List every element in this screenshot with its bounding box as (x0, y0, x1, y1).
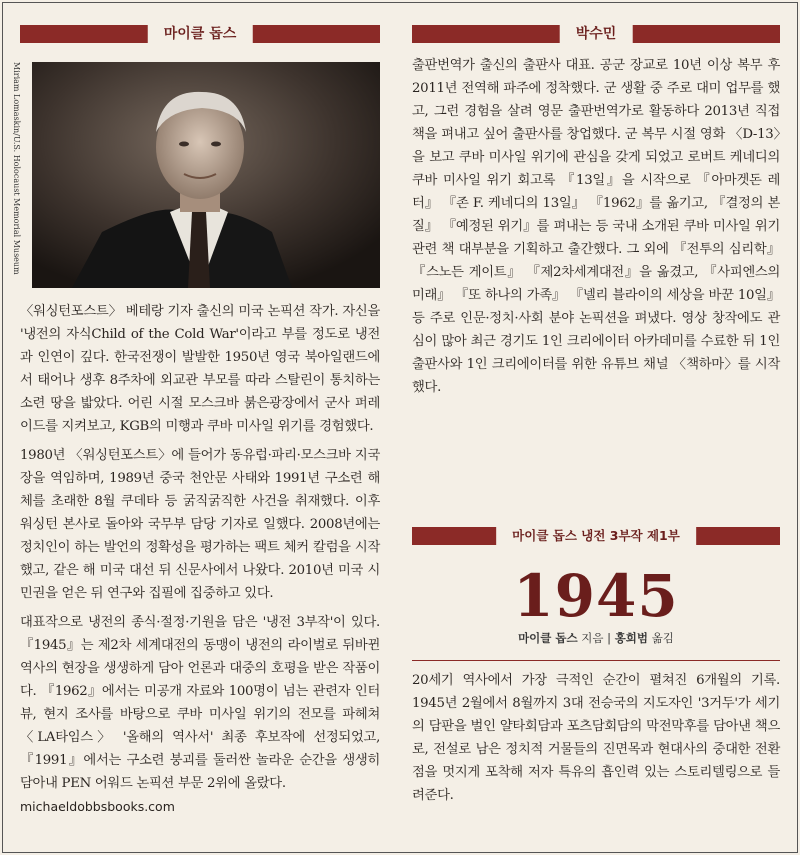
bio-paragraph-3: 대표작으로 냉전의 종식·절정·기원을 담은 '냉전 3부작'이 있다. 『1945』는 제2차 세계대전의 동맹이 냉전의 라이벌로 뒤바뀐 역사의 현장을 생생하게 담아 언론과 대중의 호평을 받은 작품이다. 『1962』에서는 미공개 자료와 100명이 넘는 관련자 인터뷰, 현지 조사를 바탕으로 쿠바 미사일 위기의 전모를 파헤쳐 〈LA타임스〉 '올해의 역사서' 최종 후보작에 선정되었고, 『1991』에서는 구소련 붕괴를 둘러싼 놀라운 순간을 생생히 담아내 PEN 어워드 논픽션 부문 2위에 올랐다. (20, 615, 380, 791)
byline-author: 마이클 돕스 (518, 631, 578, 645)
author-photo-block (12, 62, 380, 288)
author-column (12, 0, 380, 814)
byline-translator: 홍희범 (614, 631, 649, 645)
byline (412, 630, 780, 646)
series-header (412, 522, 780, 550)
author-website-link[interactable]: michaeldobbsbooks.com (20, 799, 175, 814)
translator-name: 박수민 (560, 20, 633, 48)
bio-paragraph-2: 1980년 〈워싱턴포스트〉에 들어가 동유럽·파리·모스크바 지국장을 역임하며, 1989년 중국 천안문 사태와 1991년 구소련 해체를 초래한 8월 쿠데타 등 굵직굵직한 사건을 취재했다. 이후 워싱턴 본사로 돌아와 국무부 담당 기자로 일했다. 2008년에는 정치인이 하는 발언의 정확성을 평가하는 팩트 체커 칼럼을 시작했고, 같은 해 미국 대선 뒤 신문사에서 나왔다. 2010년 미국 시민권을 얻은 뒤 연구와 집필에 집중하고 있다. (20, 448, 380, 601)
divider (412, 660, 780, 661)
translator-bio: 출판번역가 출신의 출판사 대표. 공군 장교로 10년 이상 복무 후 2011년 전역해 파주에 정착했다. 군 생활 중 주로 대미 업무를 했고, 그런 경험을 살려 영문 출판번역가로 활동하다 2013년 직접 책을 펴내고 싶어 출판사를 창업했다. 군 복무 시절 영화 〈D-13〉을 보고 쿠바 미사일 위기에 관심을 갖게 되었고 로버트 케네디의 쿠바 미사일 위기 회고록 『13일』을 시작으로 『아마겟돈 레터』 『존 F. 케네디의 13일』 『1962』를 옮기고, 『결정의 본질』 『예정된 위기』를 펴내는 등 국내 소개된 쿠바 미사일 위기 관련 책 대부분을 기획하고 출간했다. 그 외에 『전투의 심리학』 『스노든 게이트』 『제2차세계대전』을 옮겼고, 『사피엔스의 미래』 『또 하나의 가족』 『넬리 블라이의 세상을 바꾼 10일』 등 주로 인문·정치·사회 분야 논픽션을 펴냈다. 영상 창작에도 관심이 많아 최근 경기도 1인 크리에이터 아카데미를 수료한 뒤 1인 출판사와 1인 크리에이터를 위한 유튜브 채널 〈책하마〉를 시작했다. (412, 58, 780, 395)
translator-header (412, 20, 780, 48)
book-blurb: 20세기 역사에서 가장 극적인 순간이 펼쳐진 6개월의 기록. 1945년 2월에서 8월까지 3대 전승국의 지도자인 '3거두'가 세기의 담판을 벌인 얄타회담과 포츠담회담의 막전막후를 담아낸 책으로, 전설로 남은 정치적 거물들의 진면목과 현대사의 중대한 전환점을 멋지게 포착해 저자 특유의 흡인력 있는 스토리텔링으로 들려준다. (412, 673, 780, 803)
series-label: 마이클 돕스 냉전 3부작 제1부 (496, 522, 696, 550)
byline-separator: | (607, 631, 612, 645)
book-title: 1945 (513, 562, 679, 630)
byline-author-role: 지음 (581, 631, 604, 645)
portrait-illustration (32, 62, 380, 288)
byline-translator-role: 옮김 (651, 631, 674, 645)
author-name: 마이클 돕스 (148, 20, 253, 48)
book-block (412, 522, 780, 807)
bio-paragraph-1: 〈워싱턴포스트〉 베테랑 기자 출신의 미국 논픽션 작가. 자신을 '냉전의 자식Child of the Cold War'이라고 부를 정도로 냉전과 인연이 깊다. 한국전쟁이 발발한 1950년 영국 북아일랜드에서 태어나 생후 8주차에 외교관 부모를 따라 스탈린이 통치하는 소련 땅을 밟았다. 어린 시절 모스크바 붉은광장에서 군사 퍼레이드를 지켜보고, KGB의 미행과 쿠바 미사일 위기를 경험했다. (20, 304, 380, 434)
author-header (20, 20, 380, 48)
author-photo (32, 62, 380, 288)
author-bio (20, 300, 380, 795)
translator-column (412, 0, 780, 803)
photo-credit: Miriam Lomaskin/U.S. Holocaust Memorial Museum (12, 62, 21, 275)
